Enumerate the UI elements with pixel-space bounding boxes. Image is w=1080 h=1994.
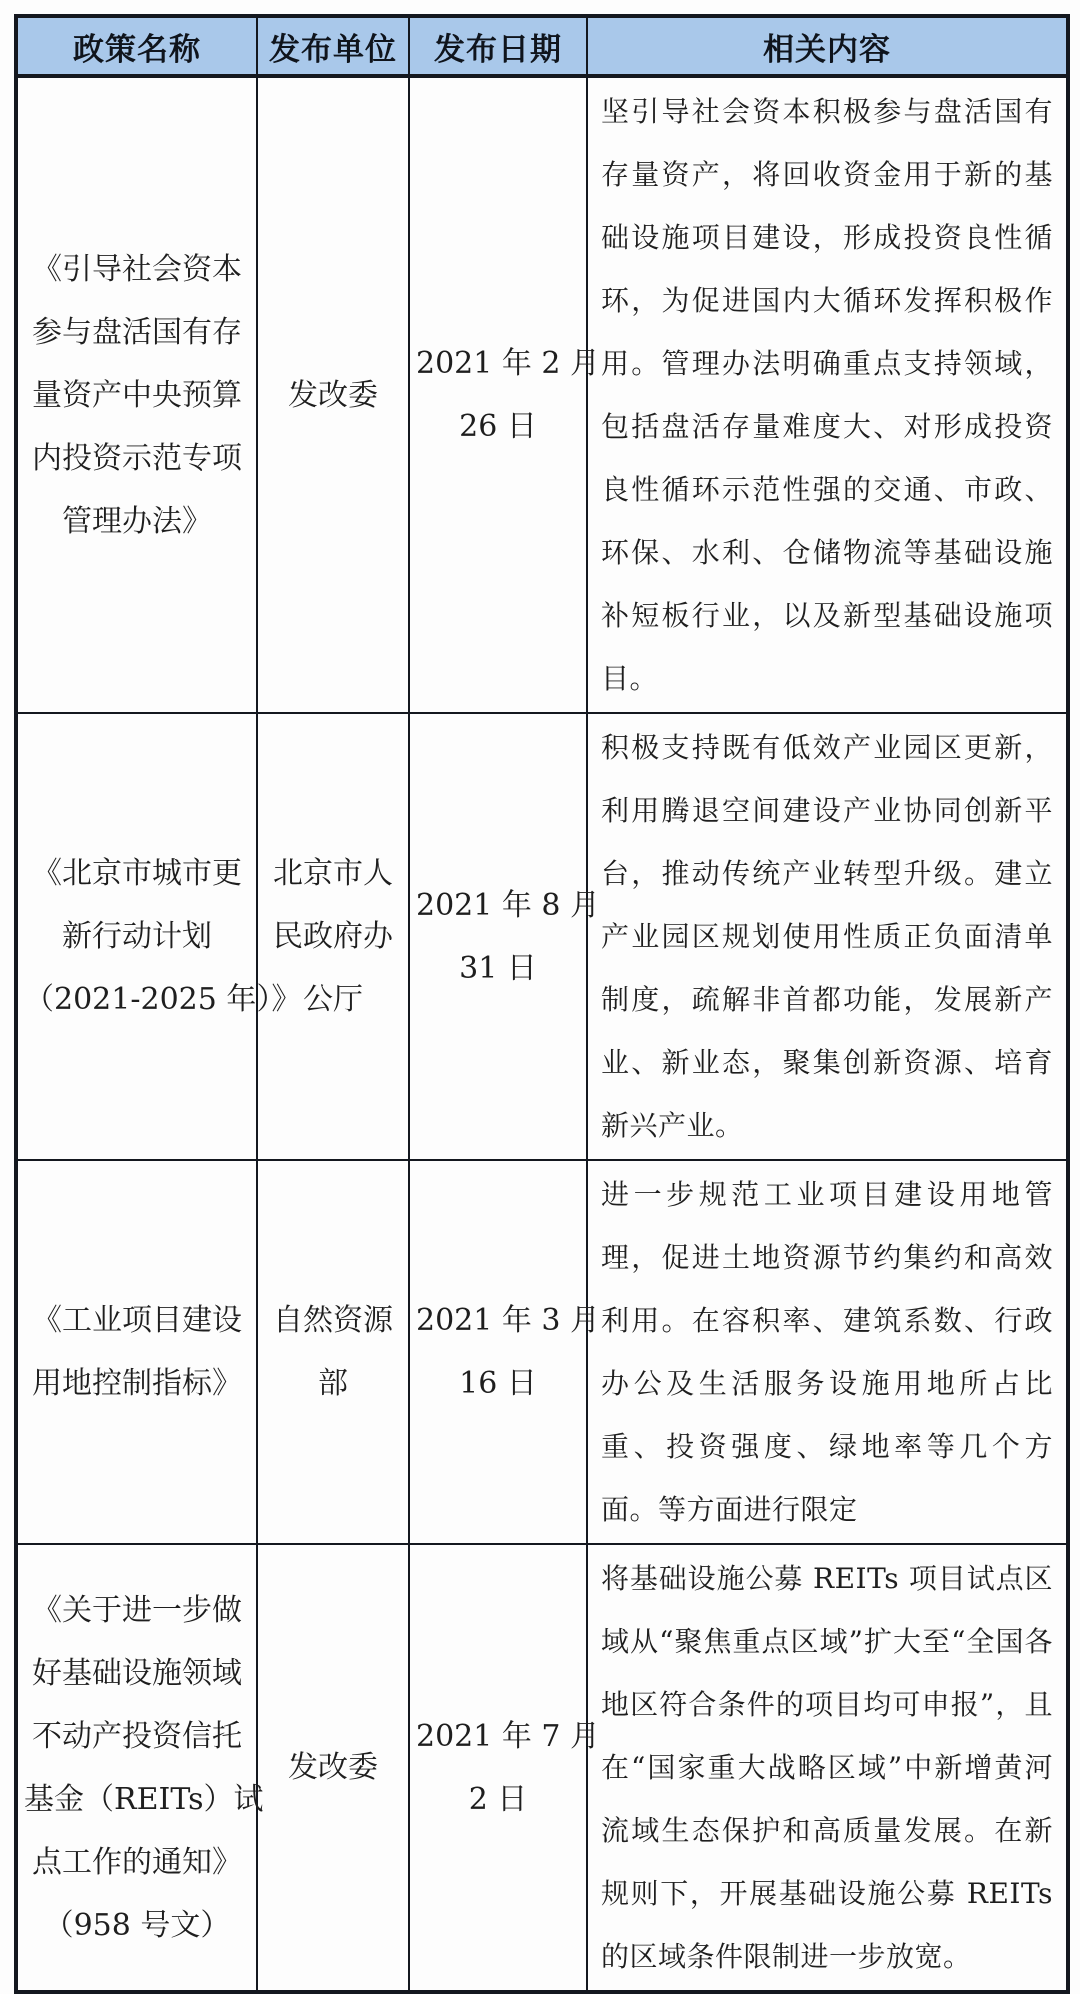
- text-line: 公厅: [303, 982, 363, 1017]
- text-line: 不动产投资信托: [32, 1718, 242, 1754]
- text-line: 《关于进一步做: [32, 1592, 242, 1628]
- text-line: 《引导社会资本: [32, 251, 242, 287]
- policy-name-cell: [16, 1160, 257, 1544]
- date-cell: [409, 1160, 601, 1544]
- text-line: 2021 年 8 月: [416, 887, 601, 923]
- column-header-issuer: 发布单位: [257, 16, 409, 76]
- text-line: 内投资示范专项: [32, 440, 242, 476]
- date-cell: [409, 76, 601, 713]
- policy-name-cell: [16, 76, 257, 713]
- content-cell: 积极支持既有低效产业园区更新，利用腾退空间建设产业协同创新平台，推动传统产业转型升级。建立产业园区规划使用性质正负面清单制度，疏解非首都功能，发展新产业、新业态，聚集创新资源、培育新兴产业。: [587, 713, 1068, 1160]
- column-header-date: 发布日期: [409, 16, 587, 76]
- text-line: 参与盘活国有存: [32, 314, 242, 350]
- text-line: 发改委: [288, 1750, 378, 1785]
- text-line: 2021 年 7 月: [416, 1718, 601, 1754]
- text-line: 民政府办: [273, 919, 393, 954]
- content-cell: 进一步规范工业项目建设用地管理，促进土地资源节约集约和高效利用。在容积率、建筑系数、行政办公及生活服务设施用地所占比重、投资强度、绿地率等几个方面。等方面进行限定: [587, 1160, 1068, 1544]
- issuer-cell: [257, 76, 409, 713]
- content-cell: 将基础设施公募 REITs 项目试点区域从“聚焦重点区域”扩大至“全国各地区符合条件的项目均可申报”，且在“国家重大战略区域”中新增黄河流域生态保护和高质量发展。在新规则下，开展基础设施公募 REITs 的区域条件限制进一步放宽。: [587, 1544, 1068, 1992]
- policy-name-cell: [16, 713, 302, 1160]
- text-line: （958 号文）: [43, 1907, 231, 1943]
- issuer-cell: [257, 1160, 409, 1544]
- text-line: 用地控制指标》: [32, 1366, 242, 1401]
- table-row: [16, 1160, 1068, 1544]
- column-header-policy-name: 政策名称: [16, 16, 257, 76]
- text-line: 部: [318, 1366, 348, 1401]
- issuer-cell: [257, 713, 409, 1160]
- table-row: [16, 713, 1068, 1160]
- text-line: 管理办法》: [62, 503, 212, 539]
- policy-name-cell: [16, 1544, 264, 1992]
- text-line: 自然资源: [273, 1303, 393, 1338]
- text-line: 北京市人: [273, 856, 393, 891]
- table-row: [16, 76, 1068, 713]
- issuer-cell: [257, 1544, 409, 1992]
- text-line: 26 日: [459, 409, 537, 444]
- policy-table: [14, 14, 1070, 1994]
- text-line: 点工作的通知》: [32, 1844, 242, 1880]
- text-line: 2021 年 3 月: [416, 1303, 601, 1338]
- text-line: 基金（REITs）试: [24, 1781, 264, 1817]
- content-cell: 坚引导社会资本积极参与盘活国有存量资产，将回收资金用于新的基础设施项目建设，形成投资良性循环，为促进国内大循环发挥积极作用。管理办法明确重点支持领域，包括盘活存量难度大、对形成投资良性循环示范性强的交通、市政、环保、水利、仓储物流等基础设施补短板行业，以及新型基础设施项目。: [587, 76, 1068, 713]
- text-line: （2021-2025 年）》: [24, 982, 302, 1017]
- text-line: 2021 年 2 月: [416, 346, 601, 381]
- text-line: 2 日: [468, 1781, 528, 1817]
- text-line: 发改委: [288, 377, 378, 413]
- date-cell: [409, 1544, 601, 1992]
- text-line: 量资产中央预算: [32, 377, 242, 413]
- text-line: 新行动计划: [62, 919, 212, 954]
- text-line: 31 日: [459, 950, 537, 986]
- text-line: 《工业项目建设: [32, 1303, 242, 1338]
- table-row: [16, 1544, 1068, 1992]
- text-line: 16 日: [459, 1366, 537, 1401]
- header-row: [16, 16, 1068, 76]
- column-header-content: 相关内容: [587, 16, 1068, 76]
- text-line: 《北京市城市更: [32, 856, 242, 891]
- text-line: 好基础设施领域: [32, 1655, 242, 1691]
- date-cell: [409, 713, 601, 1160]
